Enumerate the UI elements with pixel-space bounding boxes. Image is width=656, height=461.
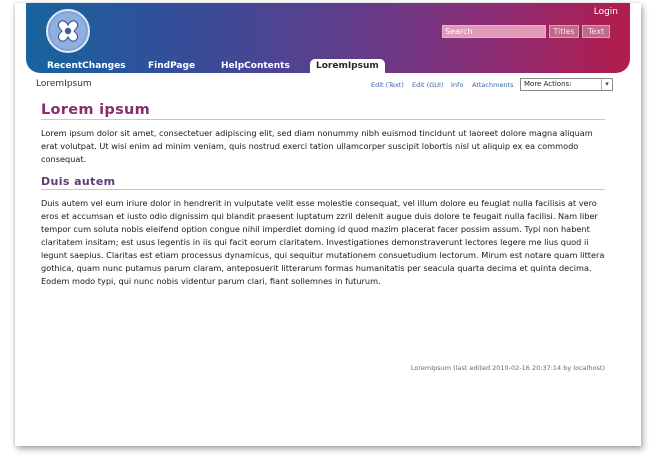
info-link[interactable]: Info bbox=[451, 81, 464, 89]
edit-gui-link[interactable]: Edit (GUI) bbox=[412, 81, 444, 89]
logo-graphic bbox=[48, 11, 88, 51]
login-link[interactable]: Login bbox=[593, 7, 618, 17]
paragraph-duis: Duis autem vel eum iriure dolor in hendrerit in vulputate velit esse molestie consequat, vel illum dolore eu feugiat nulla facilisis at vero eros et accumsan et iusto odio dignissim qui blandit praesent luptatum zzril delenit augue duis dolore te feugait nulla facilisi. Nam liber tempor cum soluta nobis eleifend option congue nihil imperdiet doming id quod mazim placerat facer possim assum. Typi non habent claritatem insitam; est usus legentis in iis qui facit eorum claritatem. Investigationes demonstraverunt lectores legere me lius quod ii legunt saepius. Claritas est etiam processus dynamicus, qui sequitur mutationem consuetudium lectorum. Mirum est notare quam littera gothica, quam nunc putamus parum claram, anteposuerit litterarum formas humanitatis per seacula quarta decima et quinta decima. Eodem modo typi, qui nunc nobis videntur parum clari, fiant sollemnes in futurum. bbox=[41, 198, 605, 286]
page-content bbox=[41, 102, 605, 288]
search-input[interactable] bbox=[442, 25, 546, 38]
more-actions-label: More Actions: bbox=[524, 80, 572, 88]
edit-text-link[interactable]: Edit (Text) bbox=[371, 81, 404, 89]
moinmoin-logo-icon[interactable] bbox=[46, 9, 90, 53]
tab-findpage[interactable]: FindPage bbox=[148, 61, 196, 71]
attachments-link[interactable]: Attachments bbox=[472, 81, 514, 89]
tab-loremipsum[interactable]: LoremIpsum bbox=[310, 59, 385, 73]
titles-search-button[interactable]: Titles bbox=[549, 25, 579, 38]
heading-duis-autem: Duis autem bbox=[41, 175, 605, 190]
page-frame bbox=[15, 3, 641, 446]
tab-recentchanges[interactable]: RecentChanges bbox=[47, 61, 126, 71]
heading-lorem-ipsum: Lorem ipsum bbox=[41, 102, 605, 120]
page-info-footer: LoremIpsum (last edited 2010-02-16 20:37:14 by localhost) bbox=[410, 364, 605, 372]
chevron-down-icon[interactable]: ▾ bbox=[601, 79, 612, 90]
more-actions-select[interactable] bbox=[520, 78, 613, 91]
text-search-button[interactable]: Text bbox=[582, 25, 610, 38]
page-name: LoremIpsum bbox=[36, 79, 92, 89]
tab-helpcontents[interactable]: HelpContents bbox=[221, 61, 290, 71]
paragraph-lorem: Lorem ipsum dolor sit amet, consectetuer adipiscing elit, sed diam nonummy nibh euismod tincidunt ut laoreet dolore magna aliquam erat volutpat. Ut wisi enim ad minim veniam, quis nostrud exerci tation ullamcorper suscipit lobortis nisl ut aliquip ex ea commodo consequat. bbox=[41, 128, 593, 164]
navigation-tabs bbox=[26, 59, 630, 73]
